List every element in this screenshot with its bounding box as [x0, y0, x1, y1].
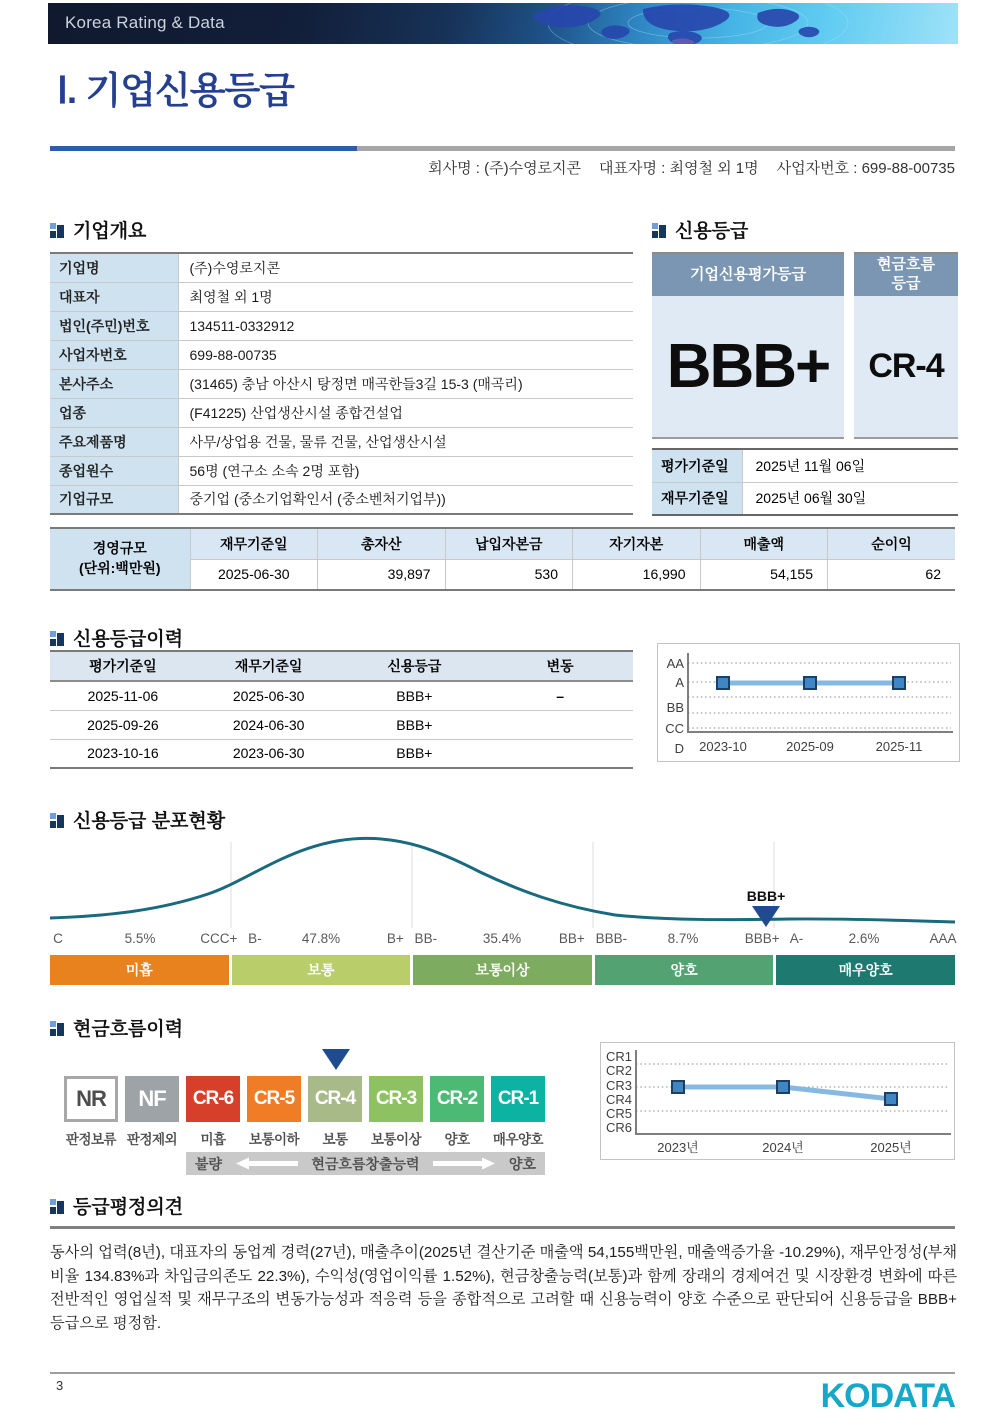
- svg-text:2025년: 2025년: [870, 1140, 912, 1155]
- table-row: 업종 (F41225) 산업생산시설 종합건설업: [50, 398, 633, 427]
- cashflow-capability-bar: [186, 1152, 545, 1175]
- opinion-divider: [50, 1226, 955, 1229]
- opinion-text: 동사의 업력(8년), 대표자의 동업계 경력(27년), 매출추이(2025년 결산기준 매출액 54,155백만원, 매출액증가율 -10.29%), 재무안정성(부채비율 134.83%과 차입금의존도 22.3%), 수익성(영업이익률 1.52%), 현금창출능력(보통)과 함께 장래의 경제여건 및 시장환경 변화에 따른 전반적인 영업실적 및 재무구조의 변동가능성과 적응력 등을 종합적으로 고려할 때 신용능력이 양호 수준으로 판단되어 신용등급을 BBB+ 등급으로 평정함.: [50, 1244, 957, 1333]
- table-row: 본사주소 (31465) 충남 아산시 탕정면 매곡한들3길 15-3 (매곡리): [50, 369, 633, 398]
- footer-divider: [50, 1372, 955, 1374]
- cashflow-rating-header: 현금흐름 등급: [854, 252, 958, 296]
- bar-right-label: 양호: [508, 1155, 536, 1172]
- grade-box-cr3: CR-3: [369, 1076, 423, 1122]
- table-row: 기업규모 중기업 (중소기업확인서 (중소벤처기업부)): [50, 485, 633, 514]
- rating-dates-table: [652, 448, 958, 516]
- bar-left-label: 불량: [195, 1155, 223, 1172]
- ceo-name: 대표자명 : 최영철 외 1명: [599, 160, 759, 177]
- band-excellent: 매우양호: [776, 955, 955, 985]
- svg-text:2024년: 2024년: [762, 1140, 804, 1155]
- grade-box-nf: NF: [125, 1076, 179, 1122]
- rating-distribution-chart: [50, 828, 955, 986]
- svg-text:CR5: CR5: [605, 1106, 632, 1121]
- section-history-title: 신용등급이력: [50, 624, 183, 651]
- cashflow-history-chart: [600, 1042, 955, 1160]
- cashflow-history-chart-svg: [601, 1043, 954, 1159]
- distribution-bands: [50, 955, 955, 985]
- credit-rating-value: BBB+: [666, 332, 830, 401]
- svg-text:CR6: CR6: [605, 1120, 632, 1135]
- grade-box-cr6: CR-6: [186, 1076, 240, 1122]
- grade-box-nr: NR: [64, 1076, 118, 1122]
- cashflow-grade-labels: 판정보류 판정제외 미흡 보통이하 보통 보통이상 양호 매우양호: [65, 1132, 544, 1147]
- brand-text: Korea Rating & Data: [65, 13, 225, 32]
- page-title: Ⅰ. 기업신용등급: [57, 70, 294, 111]
- table-row: 2025-11-06 2025-06-30 BBB+ –: [50, 681, 633, 710]
- section-cashflow-title: 현금흐름이력: [50, 1014, 183, 1041]
- svg-text:AA: AA: [666, 656, 684, 671]
- svg-text:CR4: CR4: [605, 1092, 632, 1107]
- section-icon: [50, 222, 65, 238]
- svg-text:2023-10: 2023-10: [699, 739, 747, 754]
- grade-box-cr5: CR-5: [247, 1076, 301, 1122]
- table-row: 2025-06-30 39,897 530 16,990 54,155 62: [50, 559, 955, 590]
- world-map-graphic: [438, 3, 958, 44]
- cashflow-grade-marker-icon: [322, 1049, 350, 1070]
- company-overview-table: [50, 252, 633, 515]
- band-poor: 미흡: [50, 955, 229, 985]
- credit-rating-header: 기업신용평가등급: [652, 252, 844, 296]
- grade-box-cr2: CR-2: [430, 1076, 484, 1122]
- table-row: 재무기준일 2025년 06월 30일: [652, 482, 958, 515]
- svg-text:CR2: CR2: [605, 1063, 632, 1078]
- svg-text:2023년: 2023년: [657, 1140, 699, 1155]
- grade-box-cr4: CR-4: [308, 1076, 362, 1122]
- current-rating-marker-icon: [752, 906, 780, 927]
- current-rating-marker-label: BBB+: [746, 888, 786, 904]
- section-icon: [50, 812, 65, 828]
- distribution-curve-svg: [50, 828, 955, 929]
- svg-text:D: D: [674, 741, 684, 756]
- table-row: 경영규모 (단위:백만원) 재무기준일 총자산 납입자본금 자기자본 매출액 순이익: [50, 528, 955, 559]
- table-row: 법인(주민)번호 134511-0332912: [50, 311, 633, 340]
- band-above-avg: 보통이상: [413, 955, 592, 985]
- svg-text:CC: CC: [665, 721, 684, 736]
- band-average: 보통: [232, 955, 411, 985]
- section-overview-title: 기업개요: [50, 216, 146, 243]
- rating-history-chart: [657, 643, 960, 762]
- distribution-axis-ticks: C 5.5% CCC+ B- 47.8% B+ BB- 35.4% BB+ BBB- 8.7% BBB+ A- 2.6% AAA: [53, 931, 957, 946]
- table-row: 주요제품명 사무/상업용 건물, 물류 건물, 산업생산시설: [50, 427, 633, 456]
- kodata-logo: KODATA: [820, 1377, 955, 1415]
- bar-center-label: 현금흐름창출능력: [311, 1155, 420, 1172]
- table-row: 2025-09-26 2024-06-30 BBB+: [50, 710, 633, 739]
- svg-text:A: A: [675, 675, 684, 690]
- distribution-curve: [50, 838, 955, 922]
- section-icon: [50, 1020, 65, 1036]
- table-row: 종업원수 56명 (연구소 소속 2명 포함): [50, 456, 633, 485]
- scale-label-cell: 경영규모 (단위:백만원): [50, 528, 190, 590]
- rating-history-table: [50, 650, 633, 769]
- company-name: 회사명 : (주)수영로지콘: [428, 160, 582, 177]
- cashflow-grade-scale: [64, 1076, 545, 1122]
- svg-text:2025-09: 2025-09: [786, 739, 834, 754]
- table-header-row: 평가기준일 재무기준일 신용등급 변동: [50, 651, 633, 681]
- table-row: 평가기준일 2025년 11월 06일: [652, 449, 958, 482]
- left-arrow-icon: [236, 1157, 298, 1170]
- section-icon: [50, 630, 65, 646]
- credit-rating-box: [652, 252, 844, 439]
- business-number: 사업자번호 : 699-88-00735: [776, 160, 955, 177]
- management-scale-table: [50, 527, 955, 591]
- top-banner: [48, 3, 958, 44]
- company-info-line: [50, 157, 955, 178]
- band-good: 양호: [595, 955, 774, 985]
- rating-history-chart-svg: [658, 644, 959, 761]
- cashflow-rating-value: CR-4: [868, 347, 944, 385]
- svg-text:BB: BB: [666, 700, 684, 715]
- title-divider: [50, 146, 955, 151]
- grade-box-cr1: CR-1: [491, 1076, 545, 1122]
- section-opinion-title: 등급평정의견: [50, 1192, 183, 1219]
- section-icon: [652, 222, 667, 238]
- section-distribution-title: 신용등급 분포현황: [50, 806, 225, 833]
- section-icon: [50, 1198, 65, 1214]
- cashflow-rating-box: [854, 252, 958, 439]
- table-row: 2023-10-16 2023-06-30 BBB+: [50, 739, 633, 768]
- table-row: 기업명 (주)수영로지콘: [50, 253, 633, 282]
- section-rating-title: 신용등급: [652, 216, 748, 243]
- right-arrow-icon: [433, 1157, 495, 1170]
- svg-text:2025-11: 2025-11: [875, 739, 923, 754]
- svg-text:CR1: CR1: [605, 1049, 632, 1064]
- page-number: 3: [56, 1378, 64, 1393]
- svg-text:CR3: CR3: [605, 1078, 632, 1093]
- table-row: 사업자번호 699-88-00735: [50, 340, 633, 369]
- table-row: 대표자 최영철 외 1명: [50, 282, 633, 311]
